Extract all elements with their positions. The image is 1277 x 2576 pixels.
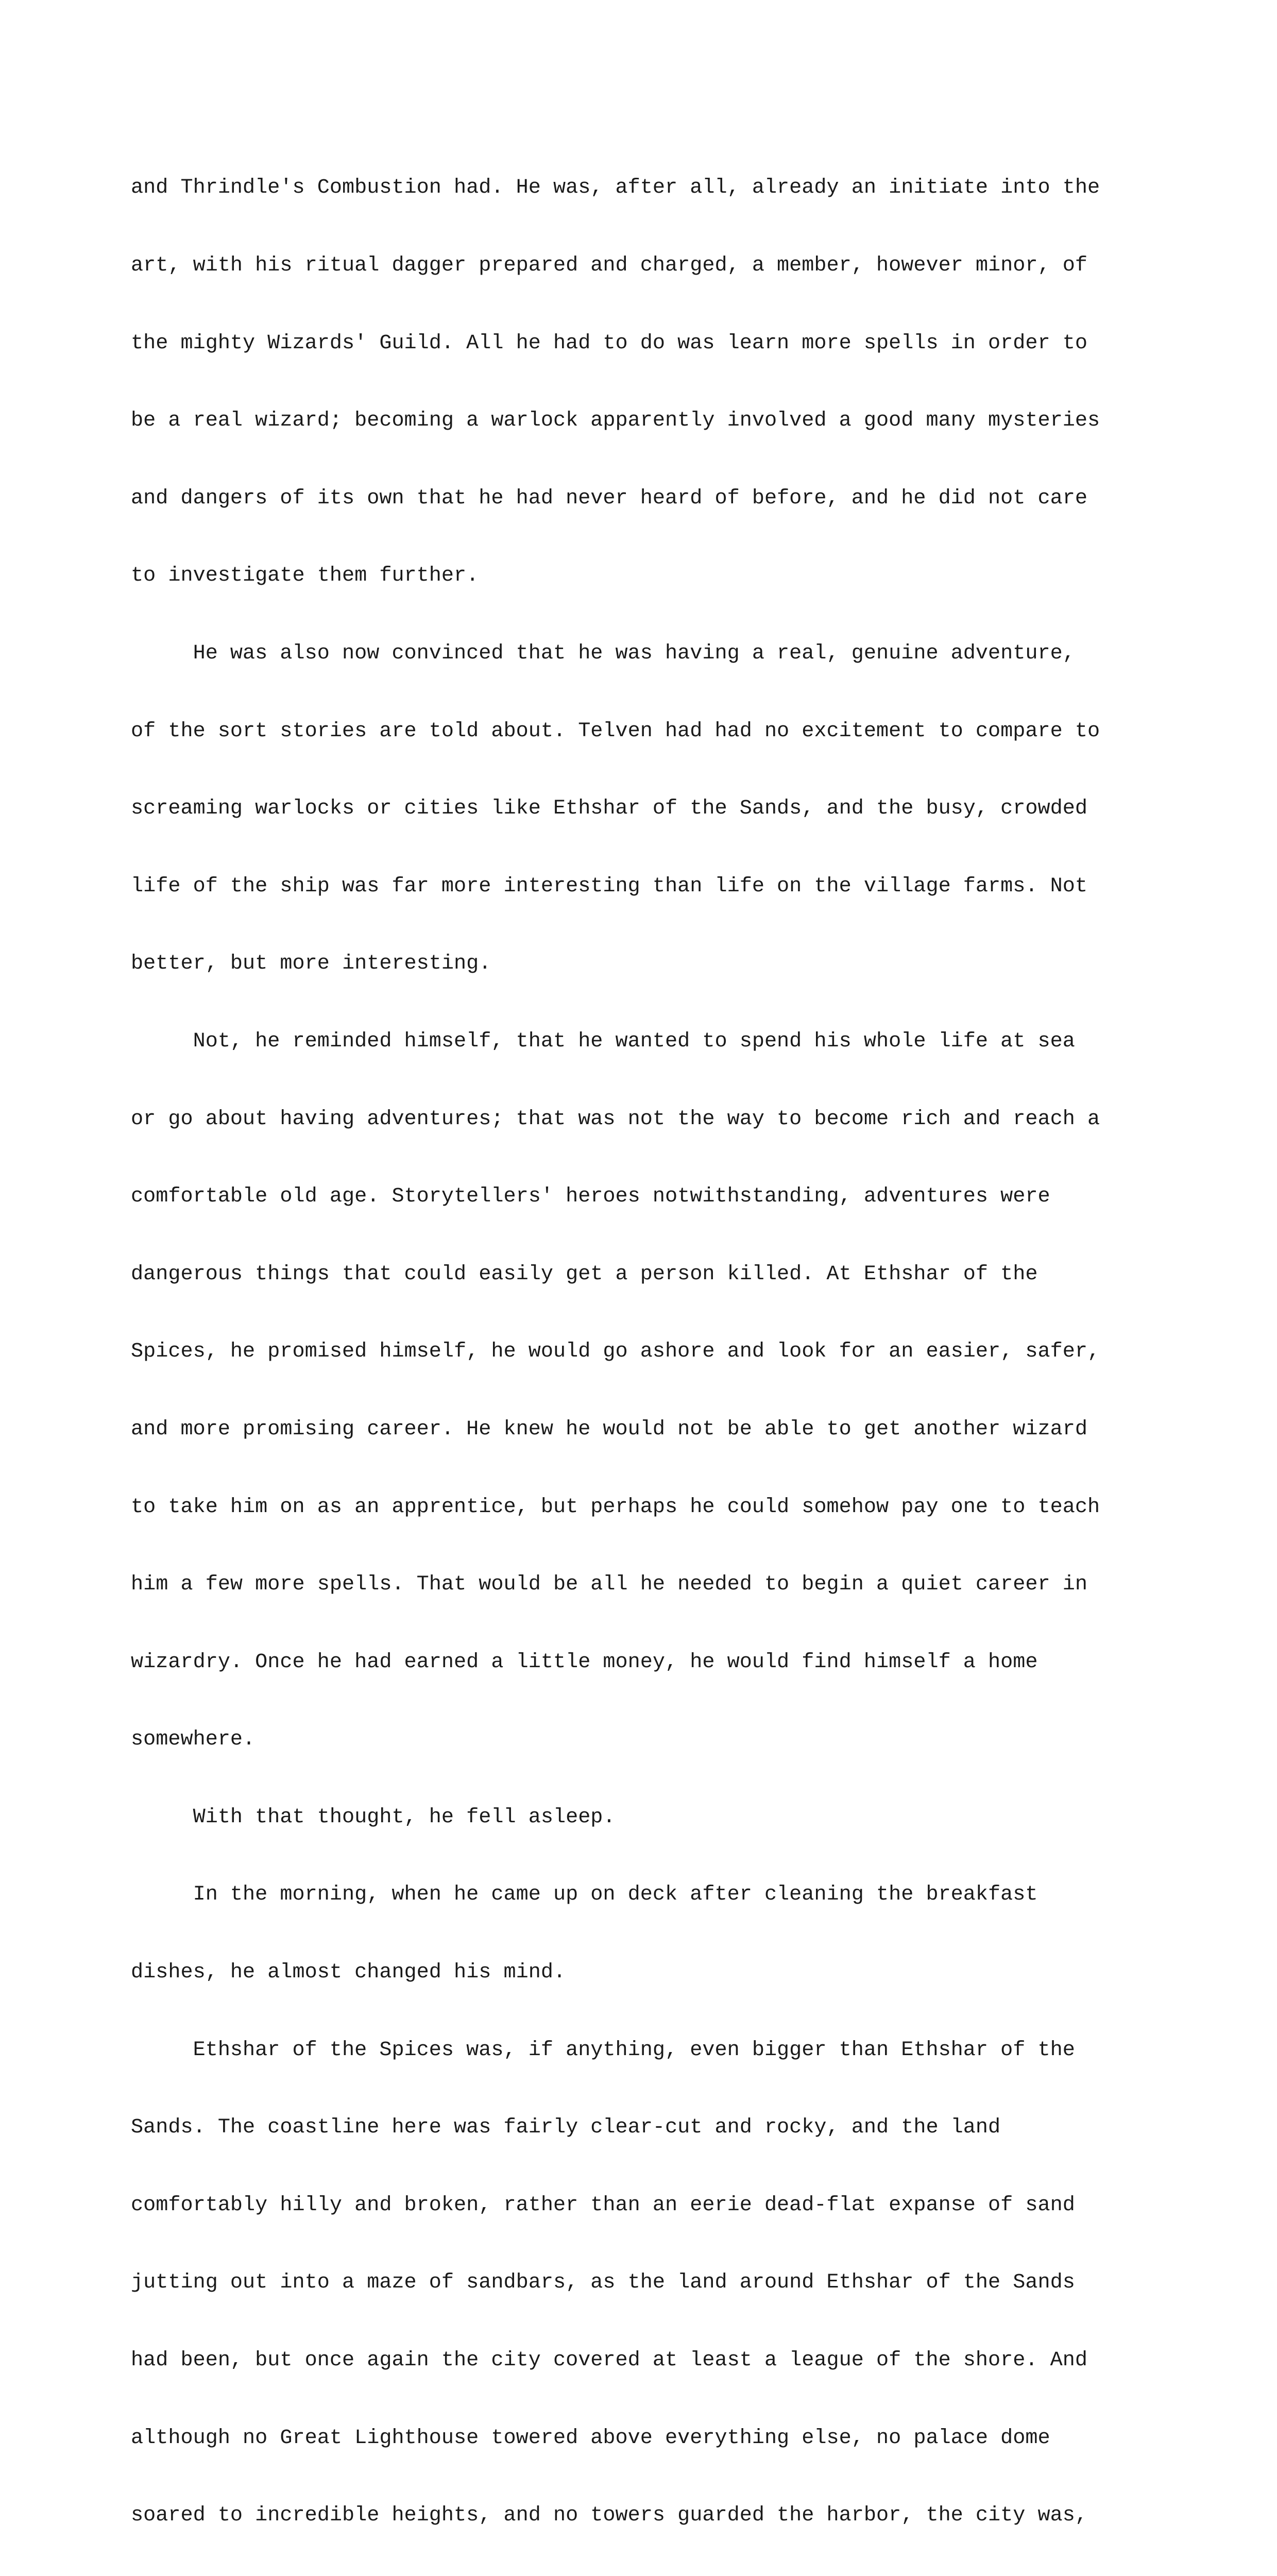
text-line: or go about having adventures; that was not the way to become rich and reach a xyxy=(131,1107,1100,1131)
text-line: better, but more interesting. xyxy=(131,952,491,976)
text-line: dishes, he almost changed his mind. xyxy=(131,1961,566,1985)
body-text xyxy=(131,124,1161,2576)
text-line: Ethshar of the Spices was, if anything, even bigger than Ethshar of the xyxy=(131,2038,1075,2062)
text-line: him a few more spells. That would be all he needed to begin a quiet career in xyxy=(131,1573,1087,1597)
text-line: Not, he reminded himself, that he wanted to spend his whole life at sea xyxy=(131,1029,1075,1053)
text-line: soared to incredible heights, and no towers guarded the harbor, the city was, xyxy=(131,2504,1087,2528)
text-line: screaming warlocks or cities like Ethshar of the Sands, and the busy, crowded xyxy=(131,797,1087,821)
text-line: of the sort stories are told about. Telven had had no excitement to compare to xyxy=(131,719,1100,743)
text-line: and dangers of its own that he had never heard of before, and he did not care xyxy=(131,486,1087,510)
text-line: the mighty Wizards' Guild. All he had to do was learn more spells in order to xyxy=(131,331,1087,355)
text-line: In the morning, when he came up on deck after cleaning the breakfast xyxy=(131,1883,1038,1907)
text-line: life of the ship was far more interesting than life on the village farms. Not xyxy=(131,874,1087,898)
text-line: and Thrindle's Combustion had. He was, after all, already an initiate into the xyxy=(131,176,1100,200)
text-line: comfortable old age. Storytellers' heroes notwithstanding, adventures were xyxy=(131,1185,1050,1209)
text-line: had been, but once again the city covered at least a league of the shore. And xyxy=(131,2349,1087,2372)
text-line: be a real wizard; becoming a warlock apparently involved a good many mysteries xyxy=(131,409,1100,433)
text-line: He was also now convinced that he was having a real, genuine adventure, xyxy=(131,641,1075,665)
text-line: comfortably hilly and broken, rather than an eerie dead-flat expanse of sand xyxy=(131,2193,1075,2217)
text-line: Spices, he promised himself, he would go ashore and look for an easier, safer, xyxy=(131,1340,1100,1364)
text-line: art, with his ritual dagger prepared and charged, a member, however minor, of xyxy=(131,254,1087,277)
text-line: and more promising career. He knew he would not be able to get another wizard xyxy=(131,1417,1087,1441)
text-line: dangerous things that could easily get a person killed. At Ethshar of the xyxy=(131,1262,1038,1286)
text-line: to investigate them further. xyxy=(131,564,479,588)
text-line: wizardry. Once he had earned a little money, he would find himself a home xyxy=(131,1650,1038,1674)
text-line: Sands. The coastline here was fairly clear-cut and rocky, and the land xyxy=(131,2116,1001,2140)
text-line: somewhere. xyxy=(131,1728,256,1752)
text-line: With that thought, he fell asleep. xyxy=(131,1805,616,1829)
text-line: jutting out into a maze of sandbars, as the land around Ethshar of the Sands xyxy=(131,2271,1075,2295)
text-line: to take him on as an apprentice, but perhaps he could somehow pay one to teach xyxy=(131,1495,1100,1519)
text-line: although no Great Lighthouse towered above everything else, no palace dome xyxy=(131,2426,1050,2450)
